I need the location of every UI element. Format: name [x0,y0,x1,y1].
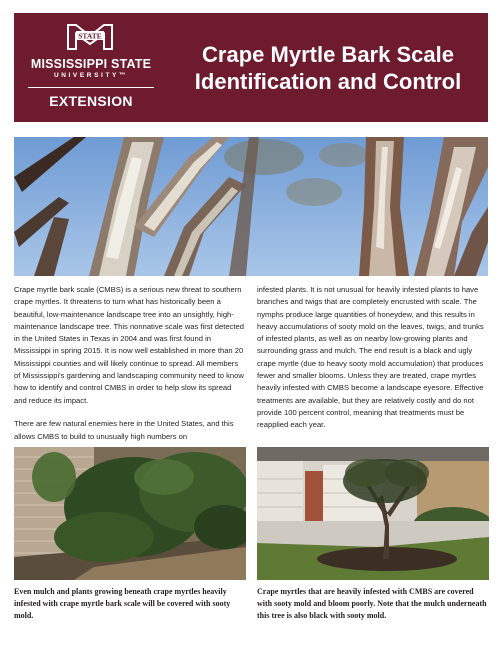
body-paragraph: infested plants. It is not unusual for heavily infested plants to have branches and twigs that are completely encrusted with scale. The nymphs produce large quantities of honeydew, and this results in heavy accumulations of sooty mold on the leaves, twigs, and trunks of infested plants, as well as on nearby low-growing plants and surrounding grass and mulch. The end result is a black and ugly crape myrtle (due to heavy sooty mold accumulation) that produces fewer and smaller blooms. Unless they are treated, crape myrtles heavily infested with CMBS become a landscape eyesore. Effective treatments are available, but they are relatively costly and do not provide 100 percent control, meaning that treatments must be reapplied each year. [257,285,484,430]
caption-left: Even mulch and plants growing beneath crape myrtles heavily infested with crape myrtle bark scale will be covered with sooty mold. [14,587,231,620]
logo-mark-text: STATE [78,31,102,41]
logo-extension: EXTENSION [49,93,133,109]
msu-extension-logo [20,19,162,116]
logo-university-name: MISSISSIPPI STATE [30,57,152,71]
body-paragraph: There are few natural enemies here in the United States, and this allows CMBS to build to unusually high numbers on [14,419,234,441]
page-title [172,41,484,95]
hero-photo-bark-scale [14,137,488,276]
logo-divider [28,87,154,88]
photo-infested-crape-myrtle [257,447,489,580]
body-column-right [257,284,487,443]
title-line-1: Crape Myrtle Bark Scale [202,42,454,67]
msu-logo-mark-icon [64,22,116,52]
logo-university-word: UNIVERSITY™ [53,72,129,79]
header-banner [14,13,488,122]
body-column-left [14,284,244,455]
photo-mulch-sooty-mold [14,447,246,580]
body-paragraph: Crape myrtle bark scale (CMBS) is a serious new threat to southern crape myrtles. It threatens to turn what has historically been a beautiful, low-maintenance landscape tree into an unsightly, high-maintenance landscape tree. This nonnative scale was first detected in the United States in Texas in 2004 and was first found in Mississippi in spring 2015. It is now well established in more than 20 Mississippi counties and will likely continue to spread. All members of Mississippi's gardening and landscaping community need to know how to identify and control CMBS in order to help slow its spread and reduce its impact. [14,285,244,405]
caption-right: Crape myrtles that are heavily infested with CMBS are covered with sooty mold and bloom poorly. Note that the mulch underneath this tree is also black with sooty mold. [257,587,487,620]
title-line-2: Identification and Control [194,69,462,94]
